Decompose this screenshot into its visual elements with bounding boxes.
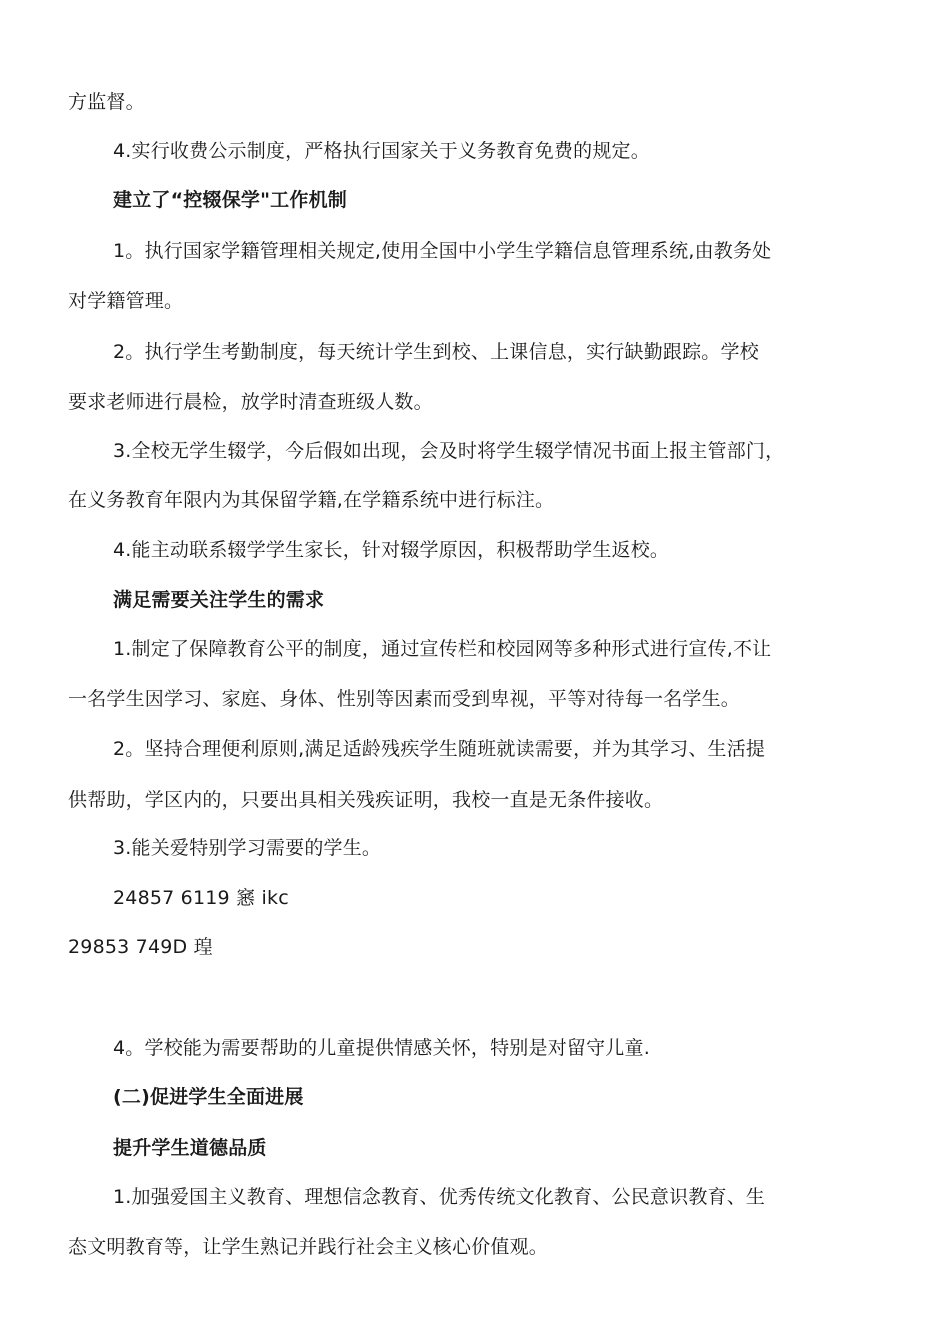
list-item-1-line-2: 对学籍管理。 [68, 290, 184, 312]
list-item-2-line-2: 要求老师进行晨检，放学时清查班级人数。 [68, 391, 433, 413]
list-item-1-line-1: 1。执行国家学籍管理相关规定,使用全国中小学生学籍信息管理系统,由教务处 [113, 240, 772, 262]
needs-item-1-line-2: 一名学生因学习、家庭、身体、性别等因素而受到卑视，平等对待每一名学生。 [68, 688, 741, 710]
moral-item-1-line-2: 态文明教育等，让学生熟记并践行社会主义核心价值观。 [68, 1236, 549, 1258]
list-item-3-line-2: 在义务教育年限内为其保留学籍,在学籍系统中进行标注。 [68, 489, 555, 511]
stray-code-line-1: 24857 6119 窸 ikc [113, 887, 289, 909]
stray-code-line-2: 29853 749D 瑝 [68, 936, 213, 958]
needs-item-2-line-2: 供帮助，学区内的，只要出具相关残疾证明，我校一直是无条件接收。 [68, 789, 664, 811]
list-item-2-line-1: 2。执行学生考勤制度，每天统计学生到校、上课信息，实行缺勤跟踪。学校 [113, 341, 759, 363]
needs-item-3: 3.能关爱特别学习需要的学生。 [113, 837, 382, 859]
section-heading-student-needs: 满足需要关注学生的需求 [113, 589, 325, 611]
list-item-fee-disclosure: 4.实行收费公示制度，严格执行国家关于义务教育免费的规定。 [113, 140, 650, 162]
moral-item-1-line-1: 1.加强爱国主义教育、理想信念教育、优秀传统文化教育、公民意识教育、生 [113, 1186, 766, 1208]
section-heading-student-development: (二)促进学生全面进展 [113, 1086, 304, 1108]
needs-item-4: 4。学校能为需要帮助的儿童提供情感关怀，特别是对留守儿童. [113, 1037, 650, 1059]
needs-item-1-line-1: 1.制定了保障教育公平的制度，通过宣传栏和校园网等多种形式进行宣传,不让 [113, 638, 772, 660]
section-heading-dropout-control: 建立了“控辍保学"工作机制 [113, 189, 347, 211]
list-item-4: 4.能主动联系辍学学生家长，针对辍学原因，积极帮助学生返校。 [113, 539, 670, 561]
needs-item-2-line-1: 2。坚持合理便利原则,满足适龄残疾学生随班就读需要，并为其学习、生活提 [113, 738, 766, 760]
list-item-3-line-1: 3.全校无学生辍学，今后假如出现，会及时将学生辍学情况书面上报主管部门， [113, 440, 785, 462]
subsection-heading-moral-quality: 提升学生道德品质 [113, 1137, 267, 1159]
paragraph-continuation: 方监督。 [68, 91, 145, 113]
